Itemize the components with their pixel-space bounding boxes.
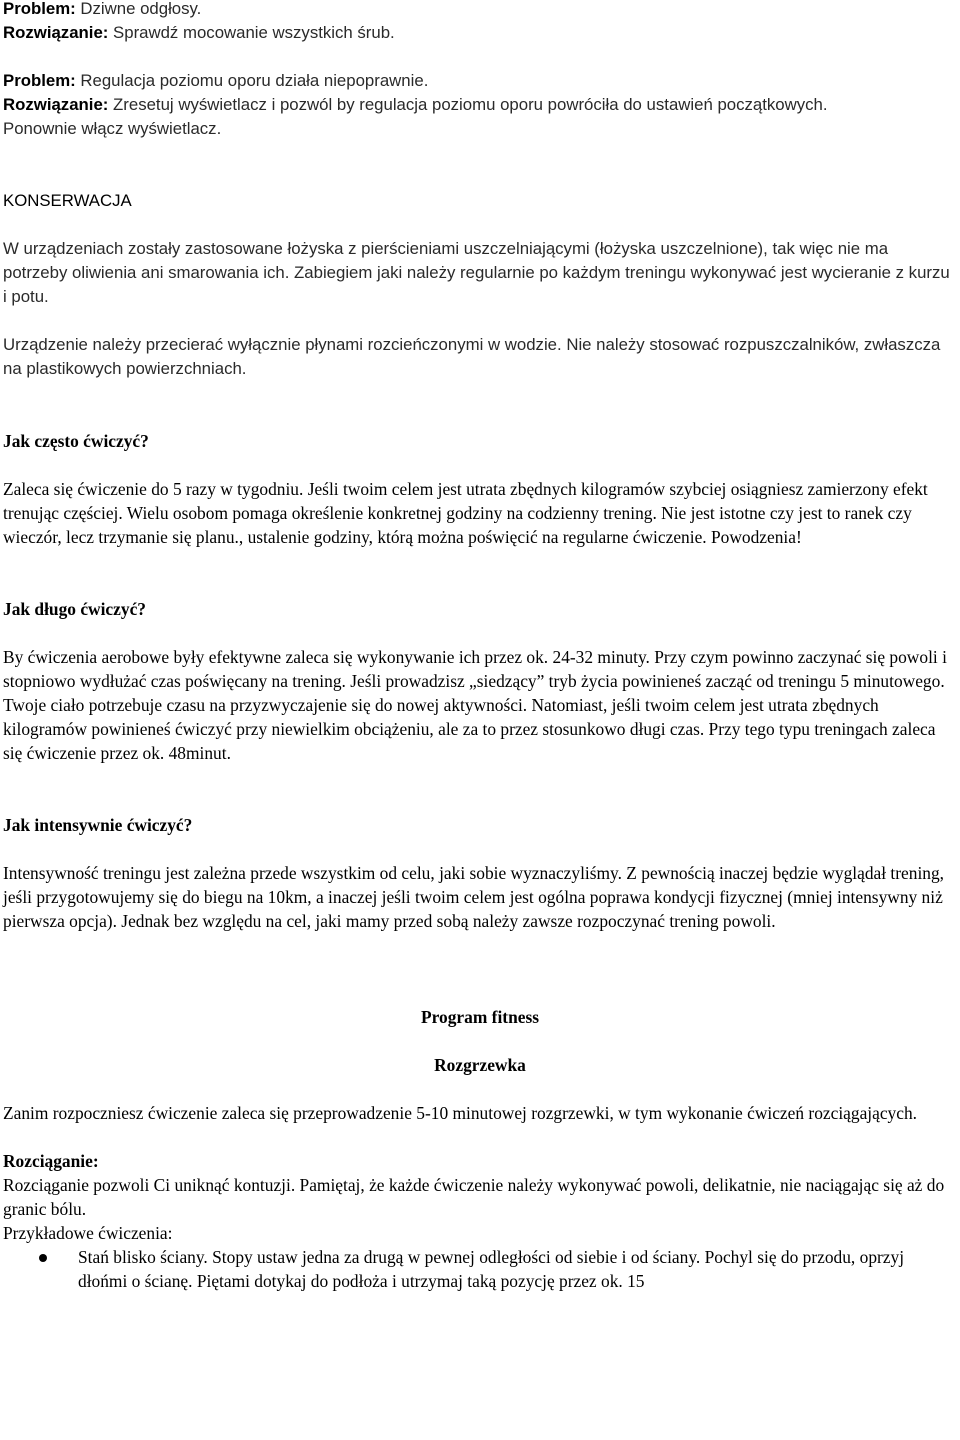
- program-subtitle: Rozgrzewka: [434, 1055, 526, 1075]
- problem-1: [3, 0, 957, 21]
- how-intense-heading: Jak intensywnie ćwiczyć?: [3, 815, 193, 835]
- problem-label: Problem:: [3, 0, 76, 18]
- examples-label: Przykładowe ćwiczenia:: [3, 1223, 173, 1243]
- how-often-heading: Jak często ćwiczyć?: [3, 431, 149, 451]
- list-item: [3, 1245, 957, 1293]
- solution-label: Rozwiązanie:: [3, 23, 109, 42]
- exercise-list: [3, 1245, 957, 1293]
- maintenance-heading: KONSERWACJA: [3, 191, 132, 210]
- solution-text: Sprawdź mocowanie wszystkich śrub.: [108, 23, 395, 42]
- problem-text: Regulacja poziomu oporu działa niepoprawnie.: [75, 71, 429, 90]
- problem-text: Dziwne odgłosy.: [75, 0, 202, 18]
- solution-1: [3, 21, 957, 45]
- program-title: Program fitness: [420, 1007, 539, 1027]
- how-intense-text: Intensywność treningu jest zależna przede wszystkim od celu, jaki sobie wyznaczyliśmy. Z pewnością inaczej będzie wyglądał trening, jeśli przygotowujemy się do biegu na 10km, a inaczej jeśli twoim celem jest ogólna poprawa kondycji fizycznej (mniej intensywny niż pierwsza opcja). Jednak bez względu na cel, jaki mamy przed sobą należy zawsze rozpoczynać trening powoli.: [3, 863, 945, 931]
- solution-2: [3, 93, 957, 117]
- bullet-icon: [39, 1254, 47, 1262]
- stretch-heading: Rozciąganie:: [3, 1151, 99, 1171]
- maintenance-para-1a: W urządzeniach zostały zastosowane łożyska z pierścieniami uszczelniającymi (łożyska uszczelnione), tak więc nie ma potrzeby oliwienia ani smarowania ich.: [3, 239, 889, 282]
- solution-label: Rozwiązanie:: [3, 95, 109, 114]
- maintenance-para-1: [3, 237, 957, 309]
- how-long-heading: Jak długo ćwiczyć?: [3, 599, 146, 619]
- list-item-text: Stań blisko ściany. Stopy ustaw jedna za drugą w pewnej odległości od siebie i od ściany. Pochyl się do przodu, oprzyj dłońmi o ścianę. Piętami dotykaj do podłoża i utrzymaj taką pozycję przez ok. 15: [78, 1247, 905, 1291]
- solution-2-cont: Ponownie włącz wyświetlacz.: [3, 119, 222, 138]
- how-long-text: By ćwiczenia aerobowe były efektywne zaleca się wykonywanie ich przez ok. 24-32 minuty. Przy czym powinno zaczynać się powoli i stopniowo wydłużać czas poświęcany na trening. Jeśli prowadzisz „siedzący” tryb życia powinieneś zacząć od treningu 5 minutowego. Twoje ciało potrzebuje czasu na przyzwyczajenie się do nowej aktywności. Natomiast, jeśli twoim celem jest utrata zbędnych kilogramów powinieneś ćwiczyć przy niewielkim obciążeniu, ale za to przez stosunkowo długi czas. Przy tego typu treningach zaleca się ćwiczenie przez ok. 48minut.: [3, 647, 947, 763]
- maintenance-para-2: Urządzenie należy przecierać wyłącznie płynami rozcieńczonymi w wodzie. Nie należy stosować rozpuszczalników, zwłaszcza na plastikowych powierzchniach.: [3, 335, 941, 378]
- program-intro: Zanim rozpoczniesz ćwiczenie zaleca się przeprowadzenie 5-10 minutowej rozgrzewki, w tym wykonanie ćwiczeń rozciągających.: [3, 1103, 918, 1123]
- document-page: [3, 0, 957, 1293]
- stretch-text: Rozciąganie pozwoli Ci uniknąć kontuzji. Pamiętaj, że każde ćwiczenie należy wykonywać powoli, delikatnie, nie naciągając się aż do granic bólu.: [3, 1175, 945, 1219]
- maintenance-para-1b: Zabiegiem jaki należy regularnie po każdym treningu wykonywać jest wycieranie z kurzu i potu.: [3, 263, 950, 306]
- how-often-text: Zaleca się ćwiczenie do 5 razy w tygodniu. Jeśli twoim celem jest utrata zbędnych kilogramów szybciej osiągniesz zamierzony efekt trenując częściej. Wielu osobom pomaga określenie konkretnej godziny na codzienny trening. Nie jest istotne czy jest to ranek czy wieczór, lecz trzymanie się planu., ustalenie godziny, którą można poświęcić na regularne ćwiczenie. Powodzenia!: [3, 479, 928, 547]
- problem-label: Problem:: [3, 71, 76, 90]
- solution-text: Zresetuj wyświetlacz i pozwól by regulacja poziomu oporu powróciła do ustawień początkowych.: [108, 95, 828, 114]
- problem-2: [3, 69, 957, 93]
